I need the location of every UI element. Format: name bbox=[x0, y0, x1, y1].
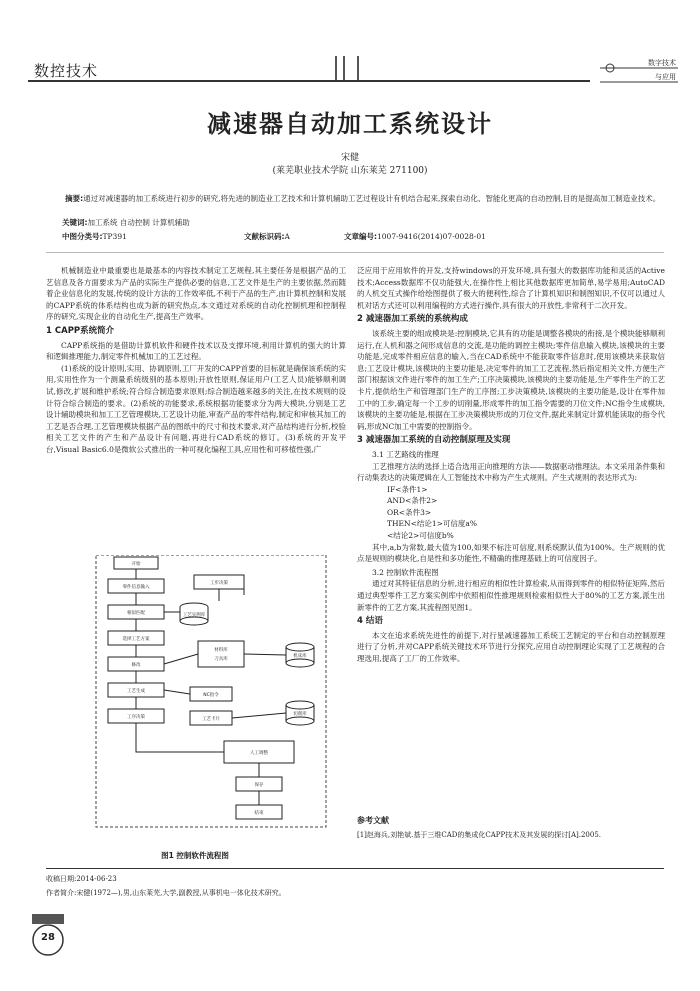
flow-label-db2: 刀具库 bbox=[214, 657, 228, 662]
section-4-paragraph: 本文在追求系统先进性的前提下,对行星减速器加工系统工艺制定的平台和自动控制原理进行了分析,并对CAPP系统关键技术环节进行分探究,应用自动控制理论实现了工艺规程的合理选用,提高了工厂的工作效率。 bbox=[357, 630, 665, 663]
flow-label-match: 相似匹配 bbox=[127, 611, 145, 616]
subsection-3-2-paragraph: 通过对其特征信息的分析,进行相应的相似性计算检索,从而得到零件的相似特征矩阵,然后通过典型零件工艺方案实例库中依照相似性推理规则检索相似性大于80%的工艺方案,派生出新零件的工艺方案,其流程图见图1。 bbox=[357, 579, 665, 612]
page-number: 28 bbox=[41, 932, 55, 943]
abstract bbox=[46, 193, 664, 205]
footer-separator bbox=[46, 868, 664, 869]
flow-label-nc: NC指令 bbox=[203, 693, 219, 698]
flow-node-library bbox=[180, 617, 208, 625]
separator bbox=[46, 252, 664, 253]
flow-label-select: 选择工艺方案 bbox=[122, 637, 150, 642]
flow-label-library: 工艺实例库 bbox=[182, 613, 206, 618]
section-2-paragraph: 该系统主要的组成模块是:控制模块,它具有的功能是调整各模块的衔接,是个模块能够顺利运行,在人机和器之间形成信息的交流,是功能的调控主模块;零件信息输入模块,该模块的主要功能是,完成零件相应信息的输入,当在CAD系统中不能获取零件信息时,使用该模块来获取信息;工艺设计模块,该模块的主要功能是,决定零件的加工工艺流程,然后指定相关文件,方便生产部门根据该文件进行零件的加工生产;工序决策模块,该模块的主要功能是,生产零件生产的工艺卡片,提供给生产和管理部门生产的工序图;工步决策模块,该模块的主要功能是,设计在零件加工中的工步,确定每一个工步的切削量,形成零件的加工指令需要的刀位文件;NC指令生成模块,该模块的主要功能是,根据在工步决策模块形成的刀位文件,据此来制定计算机能读取的指令代码,形成NC加工中需要的控制指令。 bbox=[357, 328, 665, 431]
subsection-3-1-paragraph-2: 其中,a,b为常数,最大值为100,如果不标注可信度,则系统默认值为100%。生产规则的优点是规则的模块化,自是性和多功能性,不精确的推理基础上的可信度因子。 bbox=[357, 542, 665, 564]
flow-label-manual: 人工调整 bbox=[250, 751, 268, 756]
flow-label-db3: 机床库 bbox=[293, 654, 307, 659]
flow-label-edit: 修改 bbox=[131, 663, 141, 668]
section-1-paragraph-1: CAPP系统指的是借助计算机软件和硬件技术以及支撑环境,利用计算机的强大的计算和逻辑推理能力,制定零件机械加工的工艺过程。 bbox=[46, 340, 346, 362]
logo-line-2: 与应用 bbox=[655, 73, 676, 81]
flow-label-step: 工步决策 bbox=[210, 581, 228, 586]
flow-label-input: 零件信息输入 bbox=[122, 585, 150, 590]
abstract-text: 通过对减速器的加工系统进行初步的研究,将先进的制造业工艺技术和计算机辅助工艺过程设计有机结合起来,探索自动化、智能化更高的自动控制,目的是提高加工制造业技术。 bbox=[83, 194, 661, 203]
journal-logo bbox=[598, 52, 680, 86]
subsection-3-1-paragraph: 工艺推理方法的选择上适合选用正向推理的方法——数据驱动推理法。本文采用条件集和行动集表达的决策逻辑在人工智能技术中称为产生式规则。产生式规则的表达形式为: bbox=[357, 461, 665, 483]
rule-line-5: <结论2>可信度b% bbox=[387, 531, 454, 541]
author-bio: 作者简介:宋健(1972—),男,山东莱芜,大学,副教授,从事机电一体化技术研究。 bbox=[46, 889, 286, 897]
section-1-heading: 1 CAPP系统简介 bbox=[46, 325, 115, 336]
affiliation: (莱芜职业技术学院 山东莱芜 271100) bbox=[272, 166, 428, 176]
received-date: 收稿日期:2014-06-23 bbox=[46, 875, 117, 883]
author: 宋健 bbox=[340, 153, 359, 163]
references-heading: 参考文献 bbox=[357, 816, 389, 825]
flow-label-card: 工艺卡片 bbox=[202, 717, 220, 722]
abstract-label: 摘要: bbox=[65, 194, 84, 203]
doc-label: 文献标识码: bbox=[244, 232, 285, 241]
rule-line-1: IF<条件1> bbox=[387, 484, 428, 494]
reference-item: [1]赵海兵,刘艳斌.基于三维CAD的集成化CAPP技术及其发展的探讨[A].2005. bbox=[357, 831, 602, 839]
flow-node-db4 bbox=[286, 717, 314, 725]
flow-label-db1: 材料库 bbox=[214, 648, 228, 653]
subsection-3-1: 3.1 工艺路线的推理 bbox=[372, 449, 439, 459]
flow-label-save: 保存 bbox=[254, 783, 264, 788]
clc-label: 中图分类号: bbox=[62, 232, 103, 241]
flowchart-figure bbox=[94, 555, 339, 845]
right-column bbox=[357, 265, 665, 665]
flow-label-end: 结束 bbox=[254, 811, 264, 816]
flow-label-start: 开始 bbox=[131, 562, 141, 567]
section-2-heading: 2 减速器加工系统的系统构成 bbox=[357, 314, 468, 325]
logo-line-1: 数字技术 bbox=[648, 59, 676, 67]
clc-number bbox=[62, 231, 127, 242]
art-value: 1007-9416(2014)07-0028-01 bbox=[377, 232, 486, 241]
art-label: 文章编号: bbox=[344, 232, 377, 241]
flow-label-proc: 工序决策 bbox=[127, 715, 145, 720]
rule-line-4: THEN<结论1>可信度a% bbox=[387, 519, 478, 529]
doc-value: A bbox=[284, 232, 290, 241]
flow-label-db4: 切削库 bbox=[293, 712, 307, 717]
left-column bbox=[46, 265, 346, 456]
section-3-heading: 3 减速器加工系统的自动控制原理及实现 bbox=[357, 435, 511, 446]
flow-node-db3 bbox=[286, 659, 314, 667]
clc-value: TP391 bbox=[102, 232, 127, 241]
keywords-text: 加工系统 自动控制 计算机辅助 bbox=[87, 218, 190, 227]
article-title: 减速器自动加工系统设计 bbox=[207, 110, 493, 138]
header-rule bbox=[28, 80, 590, 82]
section-title: 数控技术 bbox=[34, 62, 99, 80]
flow-label-gen: 工艺生成 bbox=[127, 689, 145, 694]
figure-caption: 图1 控制软件流程图 bbox=[161, 851, 229, 860]
continued-paragraph: 泛应用于应用软件的开发,支持windows的开发环境,具有强大的数据库功能和灵活的Active技术;Access数据库不仅功能强大,在操作性上相比其他数据库更加简单,易学易用;AutoCAD的人机交互式操作给绘图提供了极大的便利性,综合了计算机知识和制图知识,不仅可以通过人机对话方式还可以利用编程的方式进行操作,具有很大的开放性,非常利于二次开发。 bbox=[357, 266, 665, 310]
keywords bbox=[62, 217, 190, 228]
intro-paragraph: 机械制造业中最重要也是最基本的内容技术制定工艺规程,其主要任务是根据产品的工艺信息及各方面要求为产品的实际生产提供必要的信息,工艺文件是生产的主要依据,然而随着企业信息化的发展,传统的设计方法的工作效率低,不利于产品的生产,由计算机控制和发展的CAPP系统的体系结构也成为新的研究热点,本文通过对系统的自动化控制机理和控制程序的研究,实现企业的自动化生产,提高生产效率。 bbox=[46, 266, 346, 322]
section-1-paragraph-2: (1)系统的设计原则,实用、协调原则,工厂开发的CAPP首要的目标就是确保该系统的实用,实用性作为一个测量系统级别的基本原则;开放性原则,保证用户(工艺人员)能够顺利调试,修改,扩展和维护系统;符合综合制造要求原则;综合制造越来越多的关注,在技术规则的设计符合综合制造的要求。(2)系统的功能要求,系统根据功能要求分为两大模块,分别是工艺设计辅助模块和加工工艺管理模块,工艺设计功能,审查产品的零件结构,制定和审核其加工的工艺是否合理,工艺管理模块根据产品的图纸中的尺寸和技术要求,对产品结构进行分析,校验相关工艺文件的产生和产品设计有问题,再进行CAD系统的修订。(3)系统的开发平台,Visual Basic6.0是微软公式推出的一种可视化编程工具,应用性和可移植性强,广 bbox=[46, 363, 346, 454]
rule-line-2: AND<条件2> bbox=[387, 496, 438, 506]
section-4-heading: 4 结语 bbox=[357, 616, 383, 627]
rule-line-3: OR<条件3> bbox=[387, 507, 432, 517]
subsection-3-2: 3.2 控制软件流程图 bbox=[372, 567, 439, 577]
article-number bbox=[344, 231, 486, 242]
document-code bbox=[244, 231, 290, 242]
keywords-label: 关键词: bbox=[62, 218, 88, 227]
flow-node-databases bbox=[198, 641, 244, 667]
header-ornament bbox=[335, 56, 365, 80]
